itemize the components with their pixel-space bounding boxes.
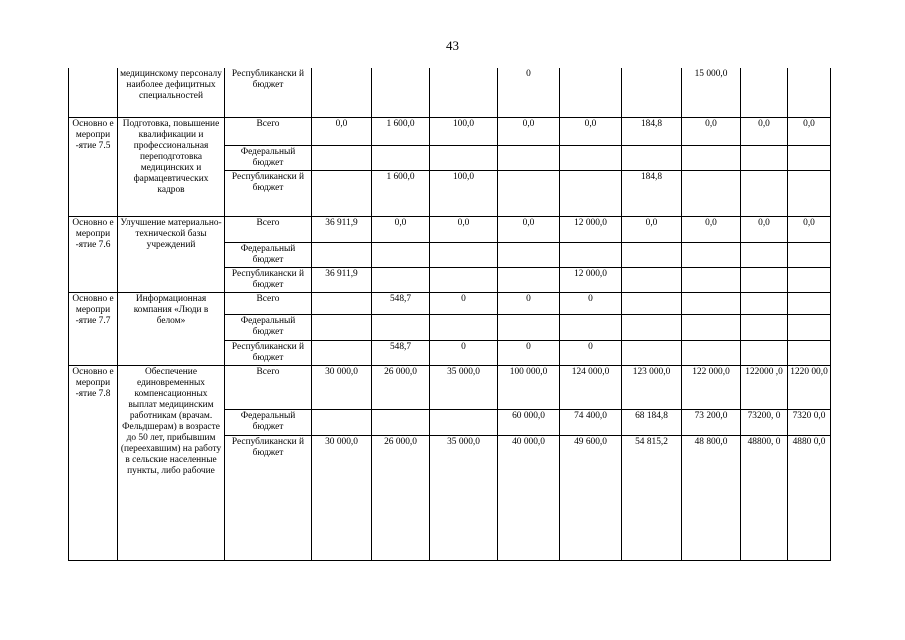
measure-code-cell: Основно е меропри -ятие 7.8 <box>69 365 118 560</box>
value-cell <box>741 292 788 314</box>
value-cell: 36 911,9 <box>312 216 372 242</box>
value-cell <box>788 170 831 216</box>
measure-name-cell: Улучшение материально-технической базы учреждений <box>118 216 225 292</box>
table-row <box>69 292 831 314</box>
measure-name-cell: медицинскому персоналу наиболее дефицитных специальностей <box>118 68 225 117</box>
value-cell <box>741 340 788 365</box>
value-cell: 100,0 <box>430 170 498 216</box>
value-cell: 40 000,0 <box>498 435 560 560</box>
funding-source-cell: Всего <box>225 117 312 145</box>
table-row <box>69 216 831 242</box>
value-cell: 0,0 <box>682 117 741 145</box>
value-cell: 548,7 <box>372 292 430 314</box>
funding-source-cell: Всего <box>225 292 312 314</box>
funding-source-cell: Республикански й бюджет <box>225 340 312 365</box>
value-cell: 0 <box>498 292 560 314</box>
measure-code-cell: Основно е меропри -ятие 7.6 <box>69 216 118 292</box>
value-cell <box>788 267 831 292</box>
value-cell <box>788 68 831 117</box>
value-cell: 0 <box>498 340 560 365</box>
value-cell: 73200, 0 <box>741 409 788 435</box>
value-cell <box>741 145 788 170</box>
value-cell <box>682 292 741 314</box>
value-cell: 548,7 <box>372 340 430 365</box>
value-cell: 12 000,0 <box>560 216 622 242</box>
value-cell: 0,0 <box>682 216 741 242</box>
value-cell <box>682 170 741 216</box>
value-cell <box>498 314 560 340</box>
value-cell <box>682 314 741 340</box>
value-cell <box>372 267 430 292</box>
measure-name-cell: Обеспечение единовременных компенсационных выплат медицинским работникам (врачам. Фельдшерам) в возрасте до 50 лет, прибывшим (переехавшим) на работу в сельские населенные пункты, либо рабочие <box>118 365 225 560</box>
value-cell: 124 000,0 <box>560 365 622 409</box>
value-cell <box>372 242 430 267</box>
value-cell: 36 911,9 <box>312 267 372 292</box>
value-cell: 0,0 <box>741 117 788 145</box>
value-cell <box>622 242 682 267</box>
value-cell <box>430 409 498 435</box>
value-cell: 15 000,0 <box>682 68 741 117</box>
value-cell <box>682 267 741 292</box>
page-number: 43 <box>446 38 459 53</box>
value-cell <box>560 314 622 340</box>
value-cell <box>312 340 372 365</box>
value-cell: 0,0 <box>741 216 788 242</box>
value-cell: 7320 0,0 <box>788 409 831 435</box>
value-cell <box>372 145 430 170</box>
value-cell: 0,0 <box>498 216 560 242</box>
value-cell <box>560 170 622 216</box>
measure-code-cell: Основно е меропри -ятие 7.7 <box>69 292 118 365</box>
value-cell: 1220 00,0 <box>788 365 831 409</box>
table-row <box>69 365 831 409</box>
funding-source-cell: Республикански й бюджет <box>225 170 312 216</box>
value-cell <box>312 68 372 117</box>
funding-source-cell: Федеральный бюджет <box>225 242 312 267</box>
value-cell <box>498 145 560 170</box>
value-cell <box>430 314 498 340</box>
value-cell: 0,0 <box>788 216 831 242</box>
measure-code-cell: Основно е меропри -ятие 7.5 <box>69 117 118 216</box>
value-cell <box>682 145 741 170</box>
value-cell <box>560 68 622 117</box>
value-cell: 1 600,0 <box>372 117 430 145</box>
value-cell: 0,0 <box>498 117 560 145</box>
value-cell <box>622 340 682 365</box>
value-cell: 60 000,0 <box>498 409 560 435</box>
value-cell: 184,8 <box>622 117 682 145</box>
funding-source-cell: Республикански й бюджет <box>225 267 312 292</box>
value-cell <box>312 145 372 170</box>
value-cell: 68 184,8 <box>622 409 682 435</box>
value-cell <box>312 242 372 267</box>
value-cell <box>622 145 682 170</box>
table-row <box>69 117 831 145</box>
value-cell <box>372 314 430 340</box>
value-cell <box>741 314 788 340</box>
budget-table <box>68 68 831 561</box>
value-cell <box>741 242 788 267</box>
value-cell <box>498 267 560 292</box>
value-cell: 54 815,2 <box>622 435 682 560</box>
funding-source-cell: Федеральный бюджет <box>225 409 312 435</box>
value-cell <box>498 170 560 216</box>
value-cell: 0,0 <box>372 216 430 242</box>
value-cell <box>622 314 682 340</box>
funding-source-cell: Республикански й бюджет <box>225 68 312 117</box>
value-cell: 0,0 <box>312 117 372 145</box>
value-cell: 49 600,0 <box>560 435 622 560</box>
value-cell: 26 000,0 <box>372 365 430 409</box>
value-cell: 12 000,0 <box>560 267 622 292</box>
table-row <box>69 68 831 117</box>
value-cell: 122 000,0 <box>682 365 741 409</box>
value-cell <box>741 68 788 117</box>
value-cell <box>682 242 741 267</box>
value-cell <box>372 409 430 435</box>
table-body <box>69 68 831 560</box>
value-cell: 74 400,0 <box>560 409 622 435</box>
value-cell <box>622 292 682 314</box>
value-cell <box>430 242 498 267</box>
value-cell: 48800, 0 <box>741 435 788 560</box>
value-cell <box>430 267 498 292</box>
value-cell <box>312 314 372 340</box>
value-cell <box>622 267 682 292</box>
value-cell <box>741 267 788 292</box>
value-cell: 0 <box>560 340 622 365</box>
value-cell: 122000 ,0 <box>741 365 788 409</box>
value-cell: 4880 0,0 <box>788 435 831 560</box>
measure-name-cell: Информационная компания «Люди в белом» <box>118 292 225 365</box>
value-cell: 0,0 <box>622 216 682 242</box>
value-cell <box>430 145 498 170</box>
value-cell: 0 <box>498 68 560 117</box>
value-cell <box>372 68 430 117</box>
value-cell: 26 000,0 <box>372 435 430 560</box>
value-cell <box>788 242 831 267</box>
value-cell: 0 <box>560 292 622 314</box>
funding-source-cell: Республикански й бюджет <box>225 435 312 560</box>
value-cell <box>788 145 831 170</box>
measure-name-cell: Подготовка, повышение квалификации и профессиональная переподготовка медицинских и фармацевтических кадров <box>118 117 225 216</box>
value-cell: 100 000,0 <box>498 365 560 409</box>
value-cell: 35 000,0 <box>430 365 498 409</box>
value-cell: 184,8 <box>622 170 682 216</box>
value-cell <box>312 170 372 216</box>
value-cell: 48 800,0 <box>682 435 741 560</box>
value-cell: 30 000,0 <box>312 435 372 560</box>
value-cell <box>560 242 622 267</box>
funding-source-cell: Федеральный бюджет <box>225 145 312 170</box>
value-cell: 73 200,0 <box>682 409 741 435</box>
value-cell: 0,0 <box>560 117 622 145</box>
value-cell: 35 000,0 <box>430 435 498 560</box>
value-cell <box>788 292 831 314</box>
value-cell <box>430 68 498 117</box>
funding-source-cell: Федеральный бюджет <box>225 314 312 340</box>
value-cell: 100,0 <box>430 117 498 145</box>
value-cell <box>682 340 741 365</box>
value-cell: 0 <box>430 292 498 314</box>
value-cell <box>498 242 560 267</box>
measure-code-cell <box>69 68 118 117</box>
value-cell <box>312 292 372 314</box>
value-cell <box>312 409 372 435</box>
value-cell <box>560 145 622 170</box>
value-cell: 123 000,0 <box>622 365 682 409</box>
value-cell: 30 000,0 <box>312 365 372 409</box>
value-cell <box>788 314 831 340</box>
value-cell <box>741 170 788 216</box>
value-cell: 0,0 <box>430 216 498 242</box>
value-cell <box>788 340 831 365</box>
funding-source-cell: Всего <box>225 365 312 409</box>
value-cell <box>622 68 682 117</box>
value-cell: 1 600,0 <box>372 170 430 216</box>
value-cell: 0 <box>430 340 498 365</box>
value-cell: 0,0 <box>788 117 831 145</box>
funding-source-cell: Всего <box>225 216 312 242</box>
